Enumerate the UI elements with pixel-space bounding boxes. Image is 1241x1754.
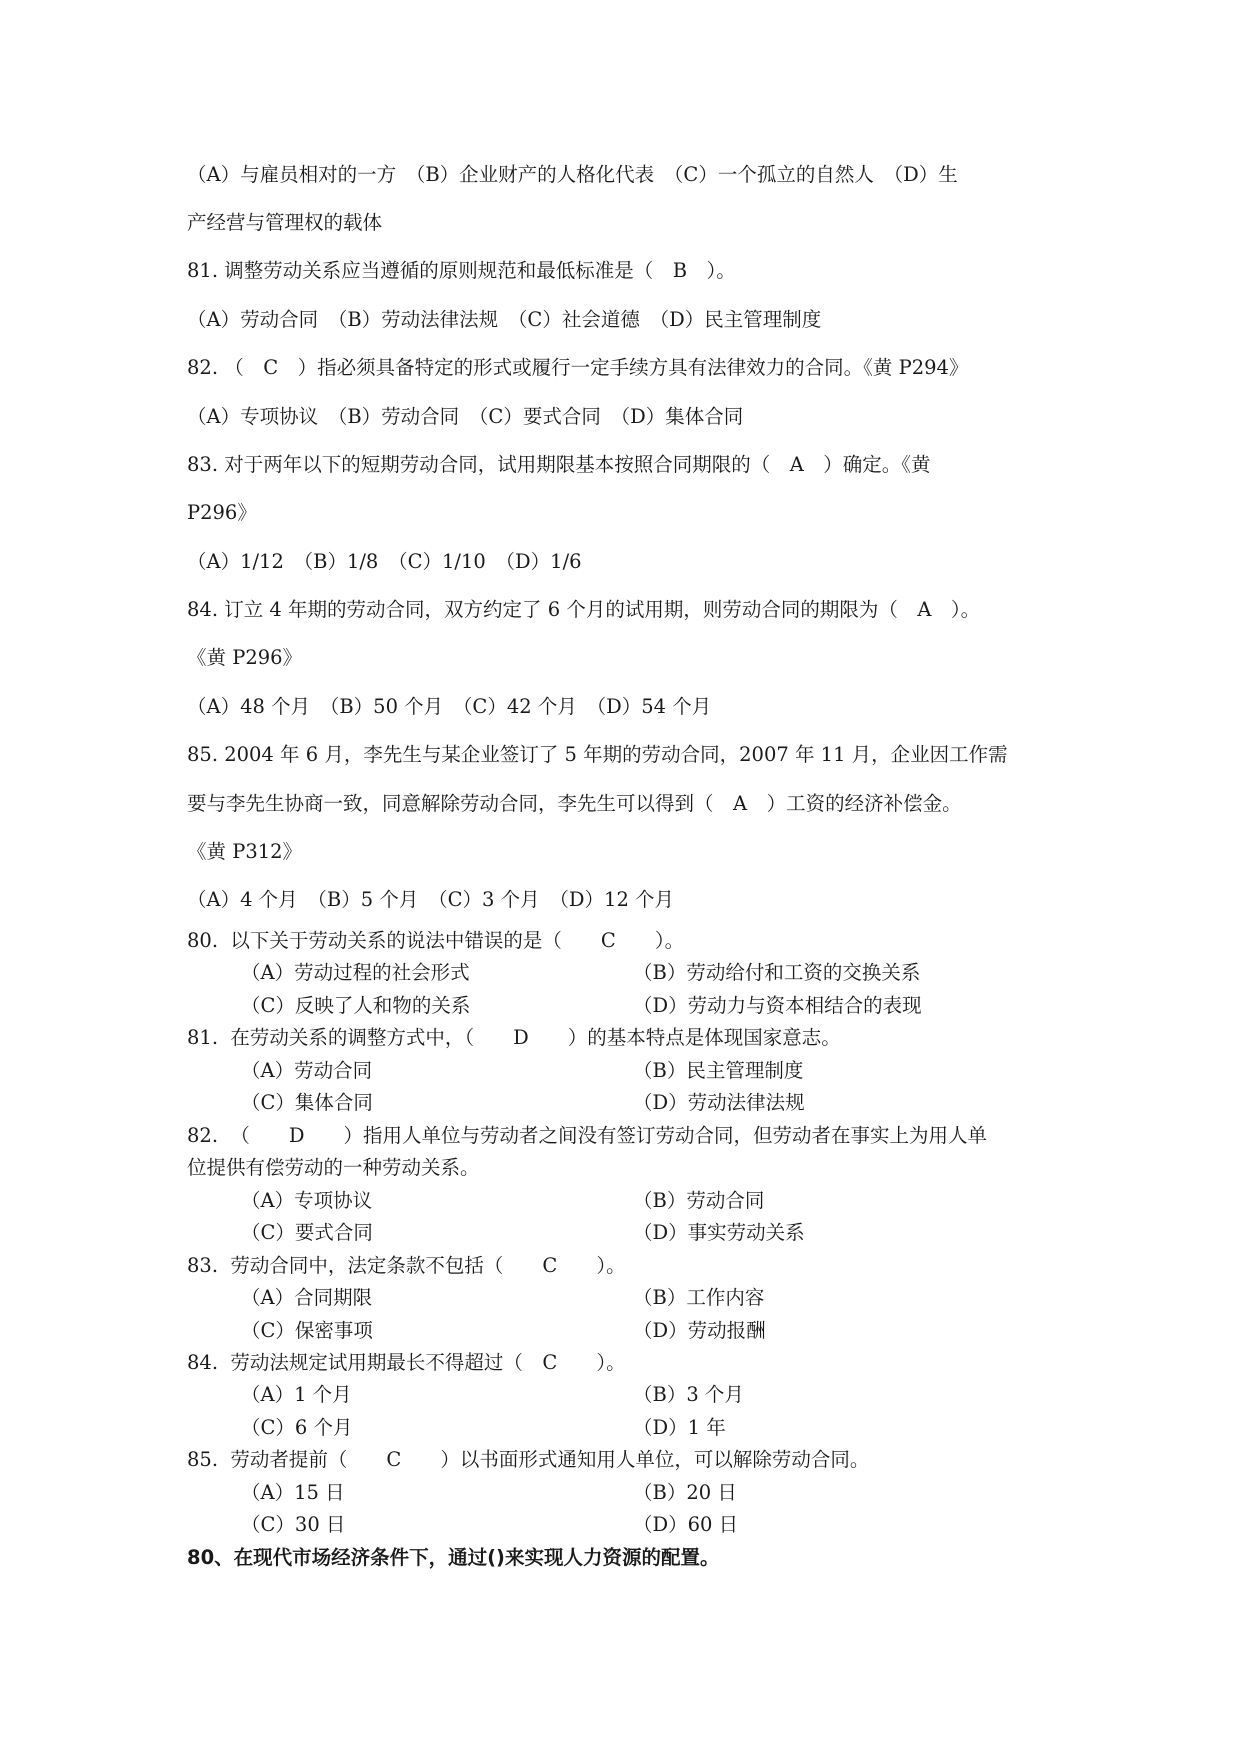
option-c: （C）集体合同 bbox=[241, 1091, 373, 1114]
question-82b-stem: 82. （ D ）指用人单位与劳动者之间没有签订劳动合同，但劳动者在事实上为用人单 bbox=[187, 1124, 988, 1147]
question-84-stem: 84. 订立 4 年期的劳动合同，双方约定了 6 个月的试用期，则劳动合同的期限为（ A ）。 bbox=[187, 598, 981, 621]
question-84-stem-cont: 《黄 P296》 bbox=[187, 646, 303, 669]
option-d: （D）事实劳动关系 bbox=[633, 1221, 805, 1244]
option-c: （C）30 日 bbox=[241, 1513, 346, 1536]
text-line: （A）与雇员相对的一方 （B）企业财产的人格化代表 （C）一个孤立的自然人 （D）生 bbox=[187, 163, 958, 186]
question-81-stem: 81. 调整劳动关系应当遵循的原则规范和最低标准是（ B ）。 bbox=[187, 259, 736, 282]
question-82-stem: 82. （ C ）指必须具备特定的形式或履行一定手续方具有法律效力的合同。《黄 P294》 bbox=[187, 356, 969, 379]
option-c: （C）6 个月 bbox=[241, 1416, 353, 1439]
question-85-options: （A）4 个月 （B）5 个月 （C）3 个月 （D）12 个月 bbox=[187, 888, 675, 911]
option-d: （D）劳动报酬 bbox=[633, 1319, 766, 1342]
question-83b-stem: 83. 劳动合同中，法定条款不包括（ C ）。 bbox=[187, 1254, 626, 1277]
question-81-options: （A）劳动合同 （B）劳动法律法规 （C）社会道德 （D）民主管理制度 bbox=[187, 308, 822, 331]
question-84b-stem: 84. 劳动法规定试用期最长不得超过（ C ）。 bbox=[187, 1351, 626, 1374]
question-84-options: （A）48 个月 （B）50 个月 （C）42 个月 （D）54 个月 bbox=[187, 695, 712, 718]
question-85b-stem: 85. 劳动者提前（ C ）以书面形式通知用人单位，可以解除劳动合同。 bbox=[187, 1448, 870, 1471]
option-c: （C）保密事项 bbox=[241, 1319, 373, 1342]
question-85-stem: 85. 2004 年 6 月，李先生与某企业签订了 5 年期的劳动合同，2007 年 11 月，企业因工作需 bbox=[187, 743, 1008, 766]
question-80b-stem: 80. 以下关于劳动关系的说法中错误的是（ C ）。 bbox=[187, 929, 685, 952]
question-85-stem-cont: 要与李先生协商一致，同意解除劳动合同，李先生可以得到（ A ）工资的经济补偿金。 bbox=[187, 792, 962, 815]
option-c: （C）要式合同 bbox=[241, 1221, 373, 1244]
option-a: （A）专项协议 bbox=[241, 1189, 373, 1212]
option-a: （A）劳动过程的社会形式 bbox=[241, 961, 470, 984]
question-82-options: （A）专项协议 （B）劳动合同 （C）要式合同 （D）集体合同 bbox=[187, 405, 744, 428]
option-d: （D）1 年 bbox=[633, 1416, 726, 1439]
question-83-options: （A）1/12 （B）1/8 （C）1/10 （D）1/6 bbox=[187, 550, 582, 573]
option-b: （B）20 日 bbox=[633, 1481, 737, 1504]
option-b: （B）劳动给付和工资的交换关系 bbox=[633, 961, 921, 984]
option-a: （A）1 个月 bbox=[241, 1383, 352, 1406]
option-c: （C）反映了人和物的关系 bbox=[241, 994, 471, 1017]
option-a: （A）劳动合同 bbox=[241, 1059, 373, 1082]
question-83-stem-cont: P296》 bbox=[187, 501, 257, 524]
question-83-stem: 83. 对于两年以下的短期劳动合同，试用期限基本按照合同期限的（ A ）确定。《黄 bbox=[187, 453, 931, 476]
option-b: （B）3 个月 bbox=[633, 1383, 744, 1406]
question-81b-stem: 81. 在劳动关系的调整方式中，（ D ）的基本特点是体现国家意志。 bbox=[187, 1026, 841, 1049]
question-82b-stem-cont: 位提供有偿劳动的一种劳动关系。 bbox=[187, 1156, 480, 1179]
option-b: （B）劳动合同 bbox=[633, 1189, 765, 1212]
option-d: （D）劳动法律法规 bbox=[633, 1091, 805, 1114]
question-85-stem-cont: 《黄 P312》 bbox=[187, 840, 303, 863]
option-b: （B）工作内容 bbox=[633, 1286, 765, 1309]
text-line: 产经营与管理权的载体 bbox=[187, 211, 383, 234]
option-d: （D）劳动力与资本相结合的表现 bbox=[633, 994, 922, 1017]
option-d: （D）60 日 bbox=[633, 1513, 739, 1536]
final-question-heading: 80、在现代市场经济条件下，通过()来实现人力资源的配置。 bbox=[187, 1546, 720, 1569]
option-b: （B）民主管理制度 bbox=[633, 1059, 804, 1082]
option-a: （A）15 日 bbox=[241, 1481, 345, 1504]
option-a: （A）合同期限 bbox=[241, 1286, 373, 1309]
